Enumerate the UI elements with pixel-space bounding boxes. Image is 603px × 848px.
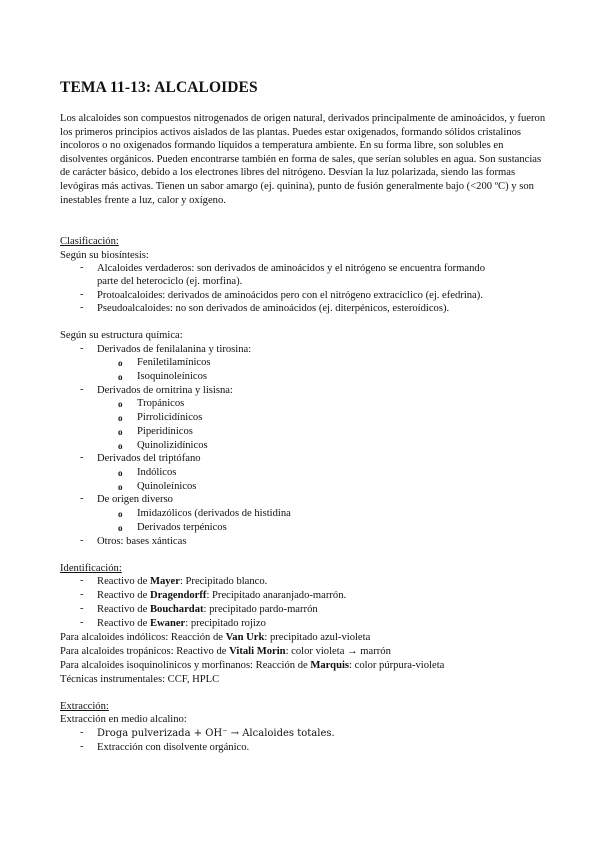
reactivo-item: Reactivo de Dragendorff: Precipitado anaranjado-marrón. [97, 590, 347, 601]
circle-bullet: o [118, 509, 123, 519]
biosintesis-label: Según su biosíntesis: [60, 250, 149, 261]
reactivo-item: Reactivo de Bouchardat: precipitado pardo-marrón [97, 604, 318, 615]
dash-bullet: - [80, 452, 84, 463]
extraccion-step: Droga pulverizada + OH⁻ → Alcaloides totales. [97, 728, 335, 739]
group-label: De origen diverso [97, 494, 173, 505]
sub-item: Piperidínicos [137, 426, 193, 437]
list-item: Protoalcaloides: derivados de aminoácidos pero con el nitrógeno extracíclico (ej. efedrina). [97, 290, 483, 301]
tropanicos-line: Para alcaloides tropánicos: Reactivo de Vitali Morin: color violeta → marrón [60, 646, 391, 657]
clasificacion-heading: Clasificación: [60, 236, 119, 247]
extraccion-heading: Extracción: [60, 701, 109, 712]
medio-label: Extracción en medio alcalino: [60, 714, 187, 725]
estructura-label: Según su estructura química: [60, 330, 183, 341]
dash-bullet: - [80, 289, 84, 300]
group-label: Derivados del triptófano [97, 453, 201, 464]
sub-item: Indólicos [137, 467, 177, 478]
dash-bullet: - [80, 302, 84, 313]
sub-item: Isoquinoleínicos [137, 371, 208, 382]
dash-bullet: - [80, 343, 84, 354]
sub-item: Derivados terpénicos [137, 522, 227, 533]
circle-bullet: o [118, 358, 123, 368]
circle-bullet: o [118, 441, 123, 451]
circle-bullet: o [118, 468, 123, 478]
dash-bullet: - [80, 575, 84, 586]
sub-item: Pirrolicidínicos [137, 412, 203, 423]
indolicos-line: Para alcaloides indólicos: Reacción de Van Urk: precipitado azul-violeta [60, 632, 371, 643]
dash-bullet: - [80, 384, 84, 395]
sub-item: Tropánicos [137, 398, 185, 409]
intro-paragraph: Los alcaloides son compuestos nitrogenados de origen natural, derivados principalmente de aminoácidos, y fueron los primeros principios activos aislados de las plantas. Puedes estar oxigenados, formando sólidos cristalinos incoloros o no oxigenados formando líquidos a temperatura ambiente. En su forma libre, son solubles en disolventes orgánicos. Pueden encontrarse también en forma de sales, que serían solubles en agua. Son sustancias de carácter básico, debido a los electrones libres del nitrógeno. Desvían la luz polarizada, siendo las formas levógiras más activas. Tienen un sabor amargo (ej. quinina), punto de fusión generalmente bajo (<200 ºC) y son inestables frente a luz, calor y oxígeno. [60, 113, 546, 206]
dash-bullet: - [80, 262, 84, 273]
list-item: parte del heterociclo (ej. morfina). [97, 276, 243, 287]
dash-bullet: - [80, 535, 84, 546]
group-label: Derivados de fenilalanina y tirosina: [97, 344, 252, 355]
sub-item: Quinoleínicos [137, 481, 197, 492]
circle-bullet: o [118, 413, 123, 423]
dash-bullet: - [80, 493, 84, 504]
dash-bullet: - [80, 727, 84, 738]
dash-bullet: - [80, 589, 84, 600]
sub-item: Feniletilamínicos [137, 357, 211, 368]
reactivo-item: Reactivo de Ewaner: precipitado rojizo [97, 618, 266, 629]
list-item: Pseudoalcaloides: no son derivados de aminoácidos (ej. diterpénicos, esteroídicos). [97, 303, 450, 314]
tecnicas-line: Técnicas instrumentales: CCF, HPLC [60, 674, 220, 685]
sub-item: Quinolizidínicos [137, 440, 208, 451]
group-label: Otros: bases xánticas [97, 536, 187, 547]
circle-bullet: o [118, 372, 123, 382]
dash-bullet: - [80, 741, 84, 752]
circle-bullet: o [118, 482, 123, 492]
circle-bullet: o [118, 399, 123, 409]
dash-bullet: - [80, 617, 84, 628]
group-label: Derivados de ornitrina y lisisna: [97, 385, 233, 396]
circle-bullet: o [118, 427, 123, 437]
dash-bullet: - [80, 603, 84, 614]
sub-item: Imidazólicos (derivados de histidina [137, 508, 291, 519]
isoquinolinicos-line: Para alcaloides isoquinolínicos y morfinanos: Reacción de Marquis: color púrpura-violeta [60, 660, 445, 671]
list-item: Alcaloides verdaderos: son derivados de aminoácidos y el nitrógeno se encuentra formando [97, 263, 486, 274]
page-title: TEMA 11-13: ALCALOIDES [60, 79, 258, 96]
circle-bullet: o [118, 523, 123, 533]
reactivo-item: Reactivo de Mayer: Precipitado blanco. [97, 576, 268, 587]
extraccion-step: Extracción con disolvente orgánico. [97, 742, 250, 753]
identificacion-heading: Identificación: [60, 563, 122, 574]
